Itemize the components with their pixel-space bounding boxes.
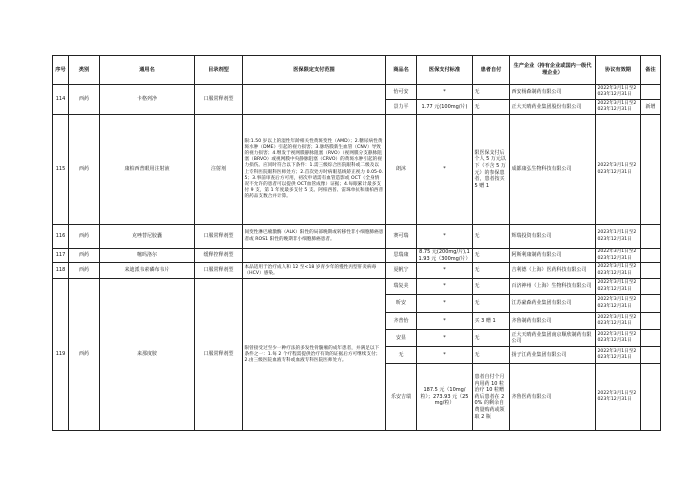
reimbursement-scope [243,85,386,115]
agreement-period: 2022年3月1日至2023年12月31日 [596,263,641,279]
brand-name: 瑞复美 [386,279,417,295]
payment-standard: * [417,115,473,225]
remark [641,279,661,295]
remark [641,225,661,249]
header-note: 备注 [641,56,661,85]
remark [641,85,661,100]
patient-copay: 买 3 赠 1 [473,313,510,330]
agreement-period: 2022年3月1日至2023年12月31日 [596,85,641,100]
row-number: 116 [53,225,69,249]
remark [641,295,661,313]
agreement-period: 2022年3月1日至2023年12月31日 [596,115,641,225]
header-generic-name: 通用名 [100,56,195,85]
manufacturer: 百济神州（上海）生物科技有限公司 [510,279,596,295]
payment-standard: * [417,85,473,100]
generic-name: 来迪派韦索磷布韦片 [100,263,195,279]
payment-standard: * [417,263,473,279]
agreement-period: 2022年3月1日至2023年12月31日 [596,295,641,313]
header-price: 医保支付标准 [417,56,473,85]
brand-name: 乐安吉瑞 [386,364,417,431]
patient-copay: 无 [473,347,510,364]
brand-name: 赛可瑞 [386,225,417,249]
reimbursement-scope: 限:1.50 岁以上的湿性年龄相关性黄斑变性（AMD）；2.糖尿病性黄斑水肿（DME）引起的视力损害；3.脉络膜新生血管（CNV）导致的视力损害；4.继发于视网膜静脉阻塞（RVO）（视网膜分支静脉阻塞（BRVO）或视网膜中央静脉阻塞（CRVO）的黄斑水肿引起的视力损伤。应同时符合以下条件：1.需三级综合医院眼科或二级及以上专科医院眼科医师处方；2.首次处方时病眼基线矫正视力 0.05-0.5；3.事前审查后方可用，初次申请需有血管造影或 OCT（全身情况不允许的患者可以提供 OCT血管成像）证据；4.每眼累计最多支付 9 支，第 1 年度最多支付 5 支。阿柏西普、雷珠单抗和康柏西普的药品支数合并计算。 [243,115,386,225]
patient-copay: 无 [473,279,510,295]
payment-standard: 8.75 元(200mg/片),11.93 元（300mg/片） [418,249,471,262]
patient-copay: 患者自付个月内用药 10 粒治疗 10 粒赠药后患者在 20% 的剩余自费量购药或领取 2 瓶 [473,364,510,431]
agreement-period: 2022年3月1日至2023年12月31日 [596,347,641,364]
drug-category: 西药 [69,279,100,431]
agreement-period: 2022年3月1日至2023年12月31日 [596,313,641,330]
header-no: 序号 [53,56,69,85]
manufacturer: 齐鲁医药有限公司 [510,364,596,431]
generic-name: 康柏西普眼用注射液 [100,115,195,225]
remark [641,115,661,225]
header-row [53,56,661,85]
agreement-period: 2022年3月1日至2023年12月31日 [596,249,641,263]
drug-reimbursement-table [52,55,661,431]
table-row [53,115,661,225]
table-body [53,85,661,431]
brand-name: 思瑞康 [386,249,417,263]
brand-name: 安显 [386,330,417,347]
manufacturer: 阿斯利康制药有限公司 [510,249,596,263]
manufacturer: 成都康弘生物科技有限公司 [510,115,596,225]
manufacturer: 正大天晴药业集团股份有限公司 [510,100,596,115]
manufacturer: 西安杨森制药有限公司 [510,85,596,100]
manufacturer: 正大天晴药业集团南京顺欣制药有限公司 [510,330,596,347]
generic-name: 来那度胺 [100,279,195,431]
reimbursement-scope: 间变性淋巴瘤激酶（ALK）阳性的局部晚期或转移性非小细胞肺癌患者或 ROS1 阳性的晚期非小细胞肺癌患者。 [243,225,386,249]
payment-standard: * [417,225,473,249]
payment-standard: 187.5 元（10mg/粒）；273.93 元（25mg/粒） [417,364,473,431]
patient-copay: 无 [473,263,510,279]
header-dosage-form: 目录剂型 [195,56,243,85]
table-row [53,85,661,100]
drug-category: 西药 [69,85,100,115]
manufacturer: 扬子江药业集团有限公司 [510,347,596,364]
generic-name: 克唑替尼胶囊 [100,225,195,249]
remark: 新增 [641,100,661,115]
patient-copay: 无 [473,85,510,100]
manufacturer: 辉瑞投资有限公司 [510,225,596,249]
brand-name: 齐普怡 [386,313,417,330]
payment-standard: 1.77 元(100mg/片) [417,100,473,115]
brand-name: 朗沐 [386,115,417,225]
table-row [53,249,661,263]
patient-copay: 无 [473,330,510,347]
brand-name: 怡可安 [386,85,417,100]
agreement-period: 2022年3月1日至2023年12月31日 [596,100,641,115]
dosage-form: 口服常释剂型 [195,279,243,431]
drug-category: 西药 [69,249,100,263]
dosage-form: 注射剂 [195,115,243,225]
drug-category: 西药 [69,225,100,249]
patient-copay: 限医保支付后个人 5 万元以下（不含 5 万元）的参保患者，患者按买 5 赠 1 [473,115,510,225]
brand-name: 昕安 [386,295,417,313]
brand-name: 景力平 [386,100,417,115]
remark [641,347,661,364]
header-brand: 商品名 [386,56,417,85]
remark [641,330,661,347]
remark [641,364,661,431]
header-company: 生产企业（持有企业或国内一级代理企业） [510,56,596,85]
generic-name: 噻吗洛尔 [100,249,195,263]
payment-standard: * [417,347,473,364]
patient-copay: 无 [473,225,510,249]
header-copay: 患者自付 [473,56,510,85]
row-number: 117 [53,249,69,263]
reimbursement-scope: 本品适用于治疗成人和 12 至<18 岁青少年的慢性丙型肝炎病毒（HCV）感染。 [243,263,386,279]
table-row [53,263,661,279]
patient-copay: 无 [473,249,510,263]
agreement-period: 2022年3月1日至2023年12月31日 [596,279,641,295]
drug-category: 西药 [69,115,100,225]
manufacturer: 吉利德（上海）医药科技有限公司 [510,263,596,279]
generic-name: 卡格列净 [100,85,195,115]
table-row [53,279,661,295]
payment-standard: * [417,330,473,347]
agreement-period: 2023年1月1日至2023年12月31日 [596,225,641,249]
payment-standard: * [417,295,473,313]
agreement-period: 2022年3月1日至2023年12月31日 [596,330,641,347]
header-scope: 医保限定支付范围 [243,56,386,85]
patient-copay: 无 [473,100,510,115]
row-number: 114 [53,85,69,115]
patient-copay: 无 [473,295,510,313]
manufacturer: 江苏豪森药业集团有限公司 [510,295,596,313]
drug-category: 西药 [69,263,100,279]
dosage-form: 口服常释剂型 [195,225,243,249]
remark [641,249,661,263]
manufacturer: 齐鲁制药有限公司 [510,313,596,330]
header-period: 协议有效期 [596,56,641,85]
row-number: 119 [53,279,69,431]
payment-standard: * [417,313,473,330]
table-row [53,225,661,249]
remark [641,313,661,330]
agreement-period: 2022年3月1日至2023年12月31日 [596,364,641,431]
header-category: 类别 [69,56,100,85]
brand-name: 无 [386,347,417,364]
reimbursement-scope [243,249,386,263]
dosage-form: 口服常释剂型 [195,85,243,115]
row-number: 118 [53,263,69,279]
row-number: 115 [53,115,69,225]
dosage-form: 缓释控释剂型 [195,249,243,263]
payment-standard: * [417,279,473,295]
remark [641,263,661,279]
dosage-form: 口服常释剂型 [195,263,243,279]
brand-name: 夏帆宁 [386,263,417,279]
reimbursement-scope: 限曾接受过至少一种疗法的多发性骨髓瘤的成年患者，并满足以下条件之一：1.每 2 个疗程需提供治疗有效的证据后方可继续支付；2.由三级医院血液专科或血液专科医院医师处方。 [243,279,386,431]
